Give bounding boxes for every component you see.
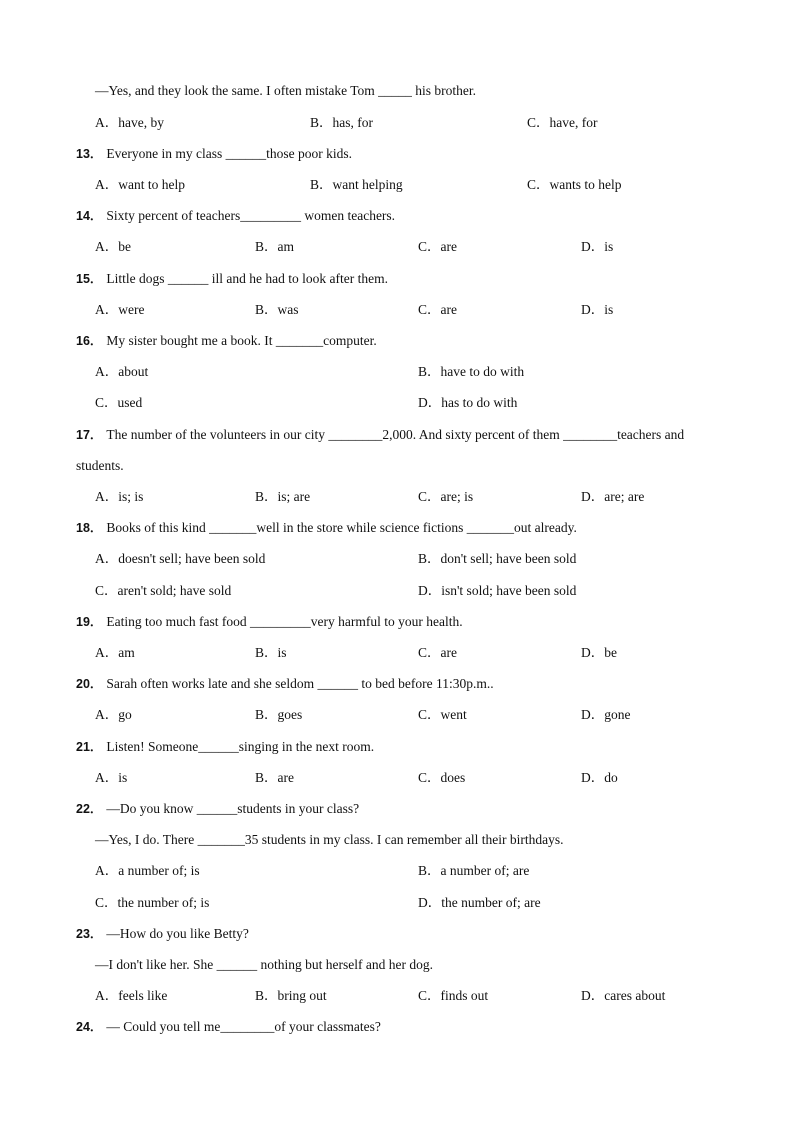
q14-option-a: A．be: [95, 239, 131, 254]
q20-option-a: A．go: [95, 707, 132, 722]
q16-stem: My sister bought me a book. It _______computer.: [106, 333, 377, 348]
q13-stem: Everyone in my class ______those poor kids.: [106, 146, 352, 161]
q22-option-c: C．the number of; is: [95, 895, 210, 910]
q15-question: [76, 270, 388, 288]
q17-option-d: D．are; are: [581, 489, 645, 504]
q16-question: [76, 332, 377, 350]
q18-question: [76, 519, 577, 537]
q18-option-b: B．don't sell; have been sold: [418, 551, 577, 566]
q14-question: [76, 207, 395, 225]
q12-option-a: A．have, by: [95, 115, 164, 130]
q15-option-a: A．were: [95, 302, 145, 317]
q22-option-d: D．the number of; are: [418, 895, 541, 910]
q15-option-b: B．was: [255, 302, 299, 317]
q21-option-c: C．does: [418, 770, 466, 785]
q19-option-c: C．are: [418, 645, 457, 660]
q12-continuation: —Yes, and they look the same. I often mistake Tom _____ his brother.: [95, 83, 477, 98]
q17-number: 17．: [76, 428, 103, 442]
q13-option-a: A．want to help: [95, 177, 185, 192]
q20-number: 20．: [76, 677, 103, 691]
q14-stem: Sixty percent of teachers_________ women teachers.: [106, 208, 396, 223]
q22-stem: —Do you know ______students in your class?: [106, 801, 360, 816]
q15-option-c: C．are: [418, 302, 457, 317]
q20-option-c: C．went: [418, 707, 467, 722]
q23-reply: —I don't like her. She ______ nothing but herself and her dog.: [95, 957, 434, 972]
q17-option-c: C．are; is: [418, 489, 474, 504]
q17-option-a: A．is; is: [95, 489, 144, 504]
q19-option-a: A．am: [95, 645, 135, 660]
q21-option-b: B．are: [255, 770, 294, 785]
q18-option-c: C．aren't sold; have sold: [95, 583, 232, 598]
q21-stem: Listen! Someone______singing in the next room.: [106, 739, 375, 754]
q15-number: 15．: [76, 272, 103, 286]
q20-stem: Sarah often works late and she seldom ______ to bed before 11:30p.m..: [106, 676, 494, 691]
q19-option-d: D．be: [581, 645, 617, 660]
q16-option-d: D．has to do with: [418, 395, 518, 410]
q14-option-d: D．is: [581, 239, 614, 254]
q12-option-b: B．has, for: [310, 115, 373, 130]
q17-option-b: B．is; are: [255, 489, 311, 504]
q22-option-b: B．a number of; are: [418, 863, 530, 878]
q21-option-a: A．is: [95, 770, 128, 785]
q16-option-c: C．used: [95, 395, 143, 410]
q24-question: [76, 1018, 381, 1036]
q12-option-c: C．have, for: [527, 115, 598, 130]
q15-option-d: D．is: [581, 302, 614, 317]
q14-number: 14．: [76, 209, 103, 223]
q13-option-b: B．want helping: [310, 177, 403, 192]
q15-stem: Little dogs ______ ill and he had to look after them.: [106, 271, 388, 286]
q23-option-b: B．bring out: [255, 988, 327, 1003]
q24-number: 24．: [76, 1020, 103, 1034]
q24-stem: — Could you tell me________of your classmates?: [106, 1019, 381, 1034]
q17-stem-continued: students.: [76, 458, 124, 473]
q22-number: 22．: [76, 802, 103, 816]
q21-option-d: D．do: [581, 770, 618, 785]
q16-number: 16．: [76, 334, 103, 348]
q18-stem: Books of this kind _______well in the store while science fictions _______out already.: [106, 520, 577, 535]
q19-question: [76, 613, 463, 631]
q22-reply: —Yes, I do. There _______35 students in my class. I can remember all their birthdays.: [95, 832, 564, 847]
q17-question: [76, 426, 684, 444]
q20-question: [76, 675, 494, 693]
q19-option-b: B．is: [255, 645, 287, 660]
q19-stem: Eating too much fast food _________very harmful to your health.: [106, 614, 463, 629]
q21-number: 21．: [76, 740, 103, 754]
q23-stem: —How do you like Betty?: [106, 926, 249, 941]
q17-stem: The number of the volunteers in our city ________2,000. And sixty percent of them ________teachers and: [106, 427, 685, 442]
q21-question: [76, 738, 374, 756]
q20-option-b: B．goes: [255, 707, 303, 722]
q22-question: [76, 800, 359, 818]
q14-option-c: C．are: [418, 239, 457, 254]
q13-question: [76, 145, 352, 163]
q14-option-b: B．am: [255, 239, 294, 254]
q23-option-d: D．cares about: [581, 988, 666, 1003]
q13-number: 13．: [76, 147, 103, 161]
q23-question: [76, 925, 249, 943]
q18-option-a: A．doesn't sell; have been sold: [95, 551, 266, 566]
q18-number: 18．: [76, 521, 103, 535]
q13-option-c: C．wants to help: [527, 177, 622, 192]
q16-option-a: A．about: [95, 364, 149, 379]
q18-option-d: D．isn't sold; have been sold: [418, 583, 577, 598]
q22-option-a: A．a number of; is: [95, 863, 200, 878]
q16-option-b: B．have to do with: [418, 364, 525, 379]
q23-option-a: A．feels like: [95, 988, 168, 1003]
q20-option-d: D．gone: [581, 707, 631, 722]
q23-number: 23．: [76, 927, 103, 941]
q23-option-c: C．finds out: [418, 988, 489, 1003]
q19-number: 19．: [76, 615, 103, 629]
